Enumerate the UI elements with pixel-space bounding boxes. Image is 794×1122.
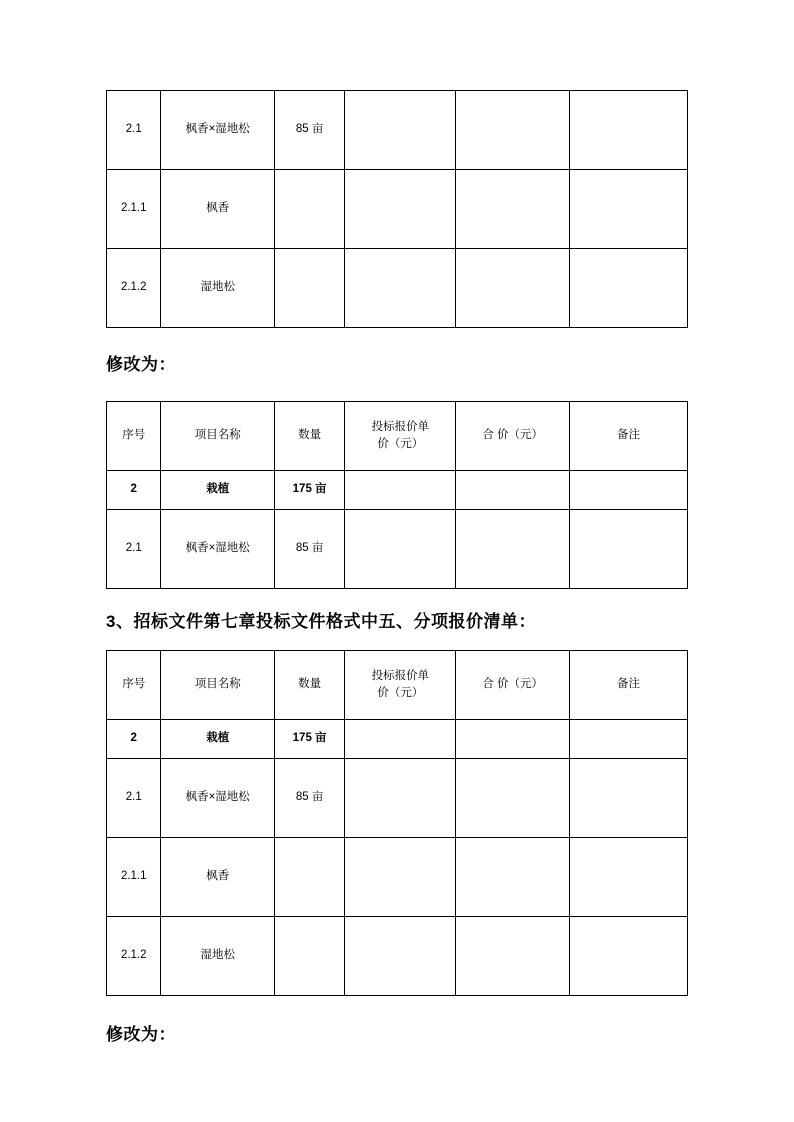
cell-unit-price <box>345 471 456 510</box>
cell-name: 枫香×湿地松 <box>161 759 274 838</box>
cell-name: 枫香 <box>161 170 274 249</box>
cell-remark <box>569 510 687 589</box>
cell-total-price <box>456 91 569 170</box>
cell-no: 2.1 <box>107 759 161 838</box>
cell-qty: 175 亩 <box>274 471 344 510</box>
table-header-row <box>107 651 688 720</box>
cell-no: 2.1.2 <box>107 249 161 328</box>
table-row <box>107 510 688 589</box>
quotation-table-top-partial-wrapper <box>106 90 688 328</box>
cell-qty <box>274 917 344 996</box>
column-header-unit-price <box>345 402 456 471</box>
label-revise-1: 修改为： <box>106 355 176 374</box>
cell-name: 枫香 <box>161 838 274 917</box>
cell-total-price <box>456 170 569 249</box>
cell-name: 湿地松 <box>161 249 274 328</box>
cell-qty <box>274 838 344 917</box>
column-header-no: 序号 <box>107 651 161 720</box>
cell-no: 2.1 <box>107 91 161 170</box>
column-header-qty: 数量 <box>274 402 344 471</box>
cell-remark <box>569 917 687 996</box>
cell-name: 栽植 <box>161 471 274 510</box>
cell-total-price <box>456 917 569 996</box>
cell-qty: 85 亩 <box>274 91 344 170</box>
column-header-name: 项目名称 <box>161 651 274 720</box>
column-header-name: 项目名称 <box>161 402 274 471</box>
cell-remark <box>569 170 687 249</box>
column-header-total-price: 合 价（元） <box>456 402 569 471</box>
column-header-unit-price-line2: 价（元） <box>377 438 424 450</box>
cell-qty <box>274 170 344 249</box>
cell-name: 栽植 <box>161 720 274 759</box>
column-header-unit-price-line1: 投标报价单 <box>371 420 430 433</box>
column-header-no: 序号 <box>107 402 161 471</box>
quotation-table-original-2 <box>106 650 688 996</box>
table-row <box>107 249 688 328</box>
cell-remark <box>569 838 687 917</box>
table-row <box>107 91 688 170</box>
cell-unit-price <box>345 720 456 759</box>
cell-qty: 85 亩 <box>274 759 344 838</box>
cell-qty: 175 亩 <box>274 720 344 759</box>
column-header-unit-price-line2: 价（元） <box>377 687 424 699</box>
spacer <box>106 328 688 350</box>
cell-unit-price <box>345 170 456 249</box>
column-header-qty: 数量 <box>274 651 344 720</box>
document-body <box>106 90 688 1045</box>
cell-no: 2 <box>107 720 161 759</box>
quotation-table-revised-1-wrapper <box>106 401 688 589</box>
heading-section-3: 3、招标文件第七章投标文件格式中五、分项报价清单： <box>106 612 536 631</box>
spacer <box>106 632 688 650</box>
cell-unit-price <box>345 249 456 328</box>
cell-unit-price <box>345 759 456 838</box>
table-row <box>107 917 688 996</box>
column-header-total-price: 合 价（元） <box>456 651 569 720</box>
cell-remark <box>569 759 687 838</box>
cell-total-price <box>456 510 569 589</box>
quotation-table-top-partial <box>106 90 688 328</box>
quotation-table-revised-1 <box>106 401 688 589</box>
cell-unit-price <box>345 838 456 917</box>
table-row <box>107 759 688 838</box>
column-header-unit-price-line1: 投标报价单 <box>371 669 430 682</box>
column-header-remark: 备注 <box>569 651 687 720</box>
spacer <box>106 375 688 401</box>
cell-remark <box>569 249 687 328</box>
cell-no: 2.1 <box>107 510 161 589</box>
cell-unit-price <box>345 917 456 996</box>
cell-remark <box>569 471 687 510</box>
cell-total-price <box>456 838 569 917</box>
cell-total-price <box>456 759 569 838</box>
cell-unit-price <box>345 510 456 589</box>
cell-remark <box>569 720 687 759</box>
table-header-row <box>107 402 688 471</box>
cell-no: 2.1.1 <box>107 170 161 249</box>
cell-name: 枫香×湿地松 <box>161 91 274 170</box>
cell-no: 2 <box>107 471 161 510</box>
cell-unit-price <box>345 91 456 170</box>
table-row <box>107 720 688 759</box>
column-header-unit-price <box>345 651 456 720</box>
cell-total-price <box>456 471 569 510</box>
cell-no: 2.1.1 <box>107 838 161 917</box>
cell-name: 枫香×湿地松 <box>161 510 274 589</box>
cell-no: 2.1.2 <box>107 917 161 996</box>
cell-qty: 85 亩 <box>274 510 344 589</box>
table-row <box>107 170 688 249</box>
cell-qty <box>274 249 344 328</box>
spacer <box>106 589 688 607</box>
cell-remark <box>569 91 687 170</box>
quotation-table-original-2-wrapper <box>106 650 688 996</box>
column-header-remark: 备注 <box>569 402 687 471</box>
spacer <box>106 996 688 1020</box>
cell-name: 湿地松 <box>161 917 274 996</box>
label-revise-2: 修改为： <box>106 1025 176 1044</box>
table-row <box>107 838 688 917</box>
cell-total-price <box>456 720 569 759</box>
cell-total-price <box>456 249 569 328</box>
table-row <box>107 471 688 510</box>
